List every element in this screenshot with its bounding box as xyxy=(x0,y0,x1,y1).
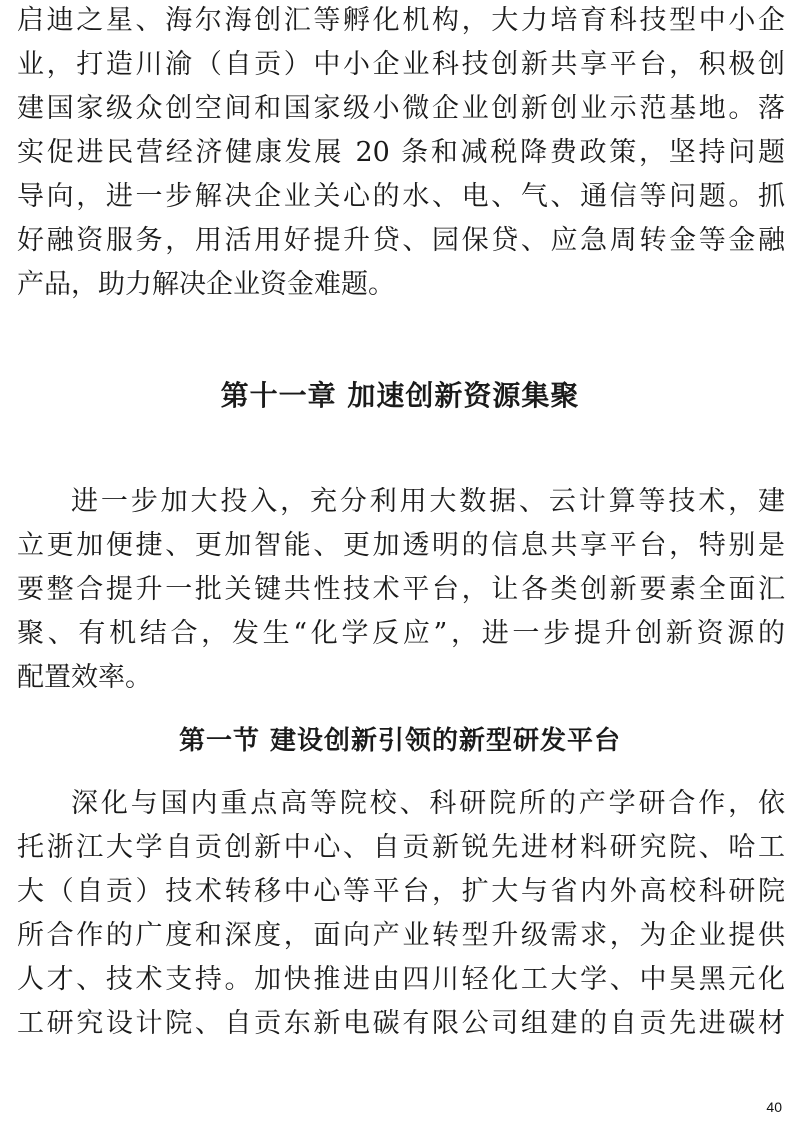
paragraph-2-line-3: 要整合提升一批关键共性技术平台，让各类创新要素全面汇 xyxy=(17,574,785,605)
paragraph-1-line-4: 实促进民营经济健康发展 20 条和减税降费政策，坚持问题 xyxy=(17,137,785,168)
paragraph-3-line-4: 所合作的广度和深度，面向产业转型升级需求，为企业提供 xyxy=(17,920,785,951)
paragraph-3-line-3: 大（自贡）技术转移中心等平台，扩大与省内外高校科研院 xyxy=(17,876,785,907)
paragraph-1-line-1: 启迪之星、海尔海创汇等孵化机构，大力培育科技型中小企 xyxy=(17,5,785,36)
paragraph-3-line-6: 工研究设计院、自贡东新电碳有限公司组建的自贡先进碳材 xyxy=(17,1008,785,1039)
paragraph-1-line-3: 建国家级众创空间和国家级小微企业创新创业示范基地。落 xyxy=(17,93,785,124)
paragraph-3-line-5: 人才、技术支持。加快推进由四川轻化工大学、中昊黑元化 xyxy=(17,964,785,995)
paragraph-2-line-1: 进一步加大投入，充分利用大数据、云计算等技术，建 xyxy=(71,486,785,517)
chapter-heading: 第十一章 加速创新资源集聚 xyxy=(220,379,580,412)
paragraph-3-line-1: 深化与国内重点高等院校、科研院所的产学研合作，依 xyxy=(71,788,785,819)
paragraph-1-line-7: 产品，助力解决企业资金难题。 xyxy=(17,269,395,300)
paragraph-1-line-2: 业，打造川渝（自贡）中小企业科技创新共享平台，积极创 xyxy=(17,49,785,80)
paragraph-3-line-2: 托浙江大学自贡创新中心、自贡新锐先进材料研究院、哈工 xyxy=(17,832,785,863)
paragraph-2-line-5: 配置效率。 xyxy=(17,662,152,693)
paragraph-2-line-2: 立更加便捷、更加智能、更加透明的信息共享平台，特别是 xyxy=(17,530,785,561)
page-number: 40 xyxy=(766,1099,782,1115)
paragraph-2-line-4: 聚、有机结合，发生“化学反应”，进一步提升创新资源的 xyxy=(17,618,785,649)
section-heading: 第一节 建设创新引领的新型研发平台 xyxy=(178,726,622,756)
paragraph-1-line-5: 导向，进一步解决企业关心的水、电、气、通信等问题。抓 xyxy=(17,181,785,212)
paragraph-1-line-6: 好融资服务，用活用好提升贷、园保贷、应急周转金等金融 xyxy=(17,225,785,256)
